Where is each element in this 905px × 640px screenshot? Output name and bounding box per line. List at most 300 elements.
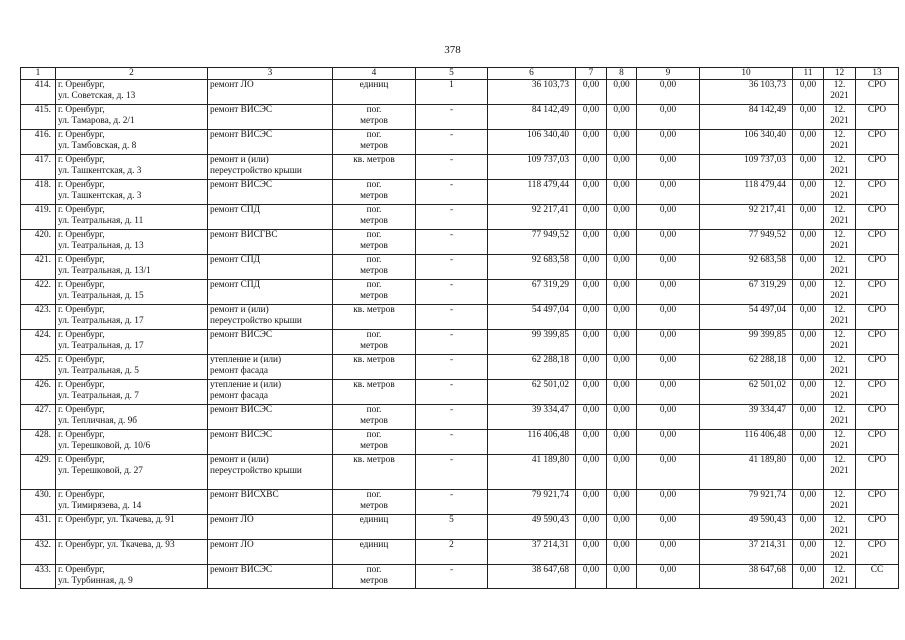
cost-col-7: 0,00 (582, 155, 600, 165)
column-number: 4 (333, 68, 416, 80)
cell-c13 (856, 430, 899, 455)
cell-c7 (576, 380, 607, 405)
cell-c2 (56, 180, 208, 205)
cost-col-9: 0,00 (659, 105, 677, 115)
cell-c7 (576, 305, 607, 330)
deadline-month: 12. (833, 490, 846, 500)
column-number: 11 (793, 68, 824, 80)
cell-c4 (333, 455, 416, 490)
cell-c3 (208, 155, 333, 180)
address-line: г. Оренбург, (58, 205, 105, 215)
cell-c6 (488, 155, 576, 180)
cell-c10 (700, 80, 793, 105)
cell-c5 (416, 405, 488, 430)
table-row (21, 280, 899, 305)
quantity: - (449, 330, 454, 340)
row-number: 425. (34, 355, 51, 365)
column-number: 13 (856, 68, 899, 80)
cell-c10 (700, 305, 793, 330)
cost-col-9: 0,00 (659, 80, 677, 90)
cell-c5 (416, 80, 488, 105)
cost-col-11: 0,00 (799, 255, 817, 265)
total-cost: 77 949,52 (531, 230, 569, 240)
deadline-month: 12. (833, 565, 846, 575)
cell-c13 (856, 490, 899, 515)
cell-c13 (856, 180, 899, 205)
cell-c10 (700, 380, 793, 405)
cell-c6 (488, 490, 576, 515)
unit-line: пог. (366, 205, 382, 215)
cell-c4 (333, 305, 416, 330)
work-type-line: ремонт фасада (210, 366, 269, 376)
address-line: г. Оренбург, (58, 180, 105, 190)
cost-col-8: 0,00 (613, 280, 630, 290)
cost-col-10: 106 340,40 (744, 130, 786, 140)
column-number: 1 (21, 68, 56, 80)
cell-c9 (637, 330, 700, 355)
cell-c13 (856, 80, 899, 105)
cost-col-9: 0,00 (659, 330, 677, 340)
cell-c7 (576, 490, 607, 515)
cost-col-10: 116 406,48 (744, 430, 786, 440)
cell-c4 (333, 405, 416, 430)
cell-c9 (637, 405, 700, 430)
funding-source: СРО (867, 305, 887, 315)
total-cost: 116 406,48 (527, 430, 569, 440)
cell-c12 (824, 130, 856, 155)
unit-line: пог. (366, 130, 382, 140)
deadline-year: 2021 (830, 141, 849, 151)
address-line: г. Оренбург, (58, 80, 105, 90)
quantity: - (449, 230, 454, 240)
cell-c3 (208, 430, 333, 455)
cell-c11 (793, 405, 824, 430)
cell-c4 (333, 255, 416, 280)
work-type-line: ремонт фасада (210, 391, 269, 401)
cell-c10 (700, 515, 793, 540)
cell-c11 (793, 205, 824, 230)
cell-c7 (576, 355, 607, 380)
deadline-year: 2021 (830, 341, 849, 351)
address-line: г. Оренбург, (58, 330, 105, 340)
cell-c3 (208, 330, 333, 355)
cost-col-9: 0,00 (659, 180, 677, 190)
cost-col-8: 0,00 (613, 455, 630, 465)
deadline-year: 2021 (830, 416, 849, 426)
cost-col-10: 99 399,85 (748, 330, 786, 340)
quantity: - (449, 380, 454, 390)
unit-line: метров (360, 576, 388, 586)
unit-line: пог. (366, 255, 382, 265)
deadline-month: 12. (833, 255, 846, 265)
funding-source: СРО (867, 155, 887, 165)
deadline-month: 12. (833, 205, 846, 215)
cell-c4 (333, 540, 416, 565)
column-number: 12 (824, 68, 856, 80)
deadline-year: 2021 (830, 116, 849, 126)
cell-c7 (576, 455, 607, 490)
table-row (21, 205, 899, 230)
cell-c8 (607, 565, 637, 589)
cell-c13 (856, 205, 899, 230)
cost-col-8: 0,00 (613, 540, 630, 550)
cell-c6 (488, 105, 576, 130)
cell-c5 (416, 130, 488, 155)
cell-c3 (208, 355, 333, 380)
cell-c6 (488, 540, 576, 565)
cell-c1 (21, 205, 56, 230)
unit-line: пог. (366, 490, 382, 500)
table-row (21, 305, 899, 330)
work-type-line: переустройство крыши (210, 316, 302, 326)
row-number: 418. (34, 180, 51, 190)
cell-c2 (56, 255, 208, 280)
table-row (21, 155, 899, 180)
column-number: 5 (416, 68, 488, 80)
cell-c12 (824, 490, 856, 515)
funding-source: СРО (867, 455, 887, 465)
total-cost: 62 501,02 (531, 380, 569, 390)
deadline-year: 2021 (830, 291, 849, 301)
cell-c11 (793, 280, 824, 305)
cell-c3 (208, 255, 333, 280)
address-line: ул. Терешковой, д. 10/6 (58, 441, 151, 451)
row-number: 414. (34, 80, 51, 90)
deadline-year: 2021 (830, 191, 849, 201)
cell-c1 (21, 130, 56, 155)
cost-col-11: 0,00 (799, 205, 817, 215)
row-number: 420. (34, 230, 51, 240)
cost-col-11: 0,00 (799, 230, 817, 240)
address-line: г. Оренбург, (58, 355, 105, 365)
work-type-line: ремонт ВИСГВС (210, 230, 278, 240)
total-cost: 38 647,68 (531, 565, 569, 575)
deadline-year: 2021 (830, 166, 849, 176)
cell-c12 (824, 515, 856, 540)
cost-col-11: 0,00 (799, 565, 817, 575)
cell-c1 (21, 490, 56, 515)
cell-c5 (416, 565, 488, 589)
cell-c7 (576, 205, 607, 230)
cost-col-9: 0,00 (659, 380, 677, 390)
cell-c8 (607, 230, 637, 255)
work-plan-table (20, 67, 899, 589)
cell-c5 (416, 380, 488, 405)
address-line: ул. Тимирязева, д. 14 (58, 501, 142, 511)
unit-line: метров (360, 341, 388, 351)
funding-source: СРО (867, 330, 887, 340)
cell-c8 (607, 430, 637, 455)
unit-line: кв. метров (353, 380, 395, 390)
cell-c7 (576, 430, 607, 455)
cost-col-10: 39 334,47 (748, 405, 786, 415)
table-row (21, 380, 899, 405)
cell-c12 (824, 380, 856, 405)
address-line: г. Оренбург, (58, 230, 105, 240)
quantity: - (449, 490, 454, 500)
table-row (21, 540, 899, 565)
cell-c5 (416, 105, 488, 130)
row-number: 427. (34, 405, 51, 415)
work-type-line: ремонт ВИСЭС (210, 565, 273, 575)
cell-c10 (700, 490, 793, 515)
cost-col-11: 0,00 (799, 455, 817, 465)
cell-c11 (793, 430, 824, 455)
cell-c4 (333, 565, 416, 589)
cost-col-10: 36 103,73 (748, 80, 786, 90)
cost-col-9: 0,00 (659, 455, 677, 465)
cell-c13 (856, 305, 899, 330)
address-line: ул. Театральная, д. 15 (58, 291, 144, 301)
cost-col-8: 0,00 (613, 565, 630, 575)
unit-line: метров (360, 266, 388, 276)
cost-col-8: 0,00 (613, 305, 630, 315)
cell-c4 (333, 430, 416, 455)
cell-c12 (824, 565, 856, 589)
unit-line: кв. метров (353, 305, 395, 315)
cell-c2 (56, 490, 208, 515)
cell-c2 (56, 455, 208, 490)
cell-c10 (700, 430, 793, 455)
cell-c11 (793, 255, 824, 280)
cell-c1 (21, 355, 56, 380)
deadline-year: 2021 (830, 576, 849, 586)
cell-c10 (700, 230, 793, 255)
cost-col-8: 0,00 (613, 155, 630, 165)
cell-c2 (56, 105, 208, 130)
column-number: 8 (607, 68, 637, 80)
cost-col-7: 0,00 (582, 230, 600, 240)
cell-c3 (208, 380, 333, 405)
table-row (21, 130, 899, 155)
cell-c4 (333, 105, 416, 130)
address-line: ул. Советская, д. 13 (58, 91, 136, 101)
cost-col-8: 0,00 (613, 490, 630, 500)
funding-source: СРО (867, 380, 887, 390)
deadline-month: 12. (833, 80, 846, 90)
cell-c10 (700, 405, 793, 430)
deadline-month: 12. (833, 515, 846, 525)
quantity: - (449, 455, 454, 465)
unit-line: единиц (359, 515, 389, 525)
cell-c6 (488, 565, 576, 589)
cost-col-9: 0,00 (659, 540, 677, 550)
funding-source: СРО (867, 130, 887, 140)
cell-c3 (208, 455, 333, 490)
table-row (21, 230, 899, 255)
column-number: 10 (700, 68, 793, 80)
table-row (21, 490, 899, 515)
funding-source: СС (870, 565, 884, 575)
cost-col-7: 0,00 (582, 515, 600, 525)
cell-c13 (856, 155, 899, 180)
cell-c12 (824, 405, 856, 430)
cell-c9 (637, 130, 700, 155)
cell-c5 (416, 205, 488, 230)
cost-col-11: 0,00 (799, 330, 817, 340)
cell-c7 (576, 80, 607, 105)
cell-c5 (416, 490, 488, 515)
cell-c11 (793, 330, 824, 355)
column-number-row (21, 68, 899, 80)
cell-c8 (607, 455, 637, 490)
quantity: 5 (449, 515, 454, 525)
row-number: 419. (34, 205, 51, 215)
cell-c2 (56, 405, 208, 430)
cell-c13 (856, 230, 899, 255)
deadline-year: 2021 (830, 316, 849, 326)
cost-col-10: 118 479,44 (744, 180, 786, 190)
unit-line: метров (360, 291, 388, 301)
cell-c5 (416, 280, 488, 305)
funding-source: СРО (867, 180, 887, 190)
address-line: г. Оренбург, (58, 565, 105, 575)
page-number: 378 (444, 44, 461, 56)
address-line: ул. Театральная, д. 7 (58, 391, 139, 401)
cell-c4 (333, 490, 416, 515)
cell-c3 (208, 180, 333, 205)
cell-c11 (793, 155, 824, 180)
cell-c1 (21, 230, 56, 255)
cost-col-9: 0,00 (659, 405, 677, 415)
cell-c8 (607, 130, 637, 155)
cell-c2 (56, 540, 208, 565)
unit-line: метров (360, 141, 388, 151)
cell-c9 (637, 205, 700, 230)
total-cost: 92 683,58 (531, 255, 569, 265)
cell-c3 (208, 540, 333, 565)
cost-col-9: 0,00 (659, 255, 677, 265)
row-number: 432. (34, 540, 51, 550)
cell-c7 (576, 565, 607, 589)
deadline-month: 12. (833, 180, 846, 190)
cost-col-7: 0,00 (582, 490, 600, 500)
work-type-line: переустройство крыши (210, 466, 302, 476)
cell-c6 (488, 205, 576, 230)
cell-c5 (416, 255, 488, 280)
cell-c7 (576, 515, 607, 540)
cell-c9 (637, 255, 700, 280)
cost-col-9: 0,00 (659, 515, 677, 525)
cell-c2 (56, 205, 208, 230)
cell-c3 (208, 105, 333, 130)
cell-c11 (793, 490, 824, 515)
cost-col-10: 77 949,52 (748, 230, 786, 240)
unit-line: метров (360, 216, 388, 226)
table-body (21, 68, 899, 589)
cost-col-7: 0,00 (582, 355, 600, 365)
cell-c2 (56, 155, 208, 180)
table-row (21, 105, 899, 130)
cell-c13 (856, 540, 899, 565)
cell-c3 (208, 280, 333, 305)
cost-col-10: 62 288,18 (748, 355, 786, 365)
cell-c6 (488, 305, 576, 330)
cell-c1 (21, 405, 56, 430)
cost-col-11: 0,00 (799, 155, 817, 165)
cell-c11 (793, 380, 824, 405)
unit-line: пог. (366, 330, 382, 340)
cell-c10 (700, 330, 793, 355)
cell-c2 (56, 80, 208, 105)
cell-c10 (700, 180, 793, 205)
cell-c9 (637, 515, 700, 540)
cell-c3 (208, 130, 333, 155)
address-line: г. Оренбург, (58, 255, 105, 265)
column-number: 7 (576, 68, 607, 80)
cell-c10 (700, 130, 793, 155)
cell-c7 (576, 130, 607, 155)
unit-line: единиц (359, 540, 389, 550)
cost-col-10: 79 921,74 (748, 490, 786, 500)
cell-c9 (637, 455, 700, 490)
total-cost: 37 214,31 (531, 540, 569, 550)
cost-col-11: 0,00 (799, 490, 817, 500)
cost-col-9: 0,00 (659, 230, 677, 240)
cell-c1 (21, 80, 56, 105)
cell-c8 (607, 490, 637, 515)
cost-col-11: 0,00 (799, 305, 817, 315)
cost-col-9: 0,00 (659, 280, 677, 290)
deadline-year: 2021 (830, 551, 849, 561)
cell-c10 (700, 455, 793, 490)
work-type-line: ремонт СПД (210, 255, 260, 265)
cost-col-8: 0,00 (613, 205, 630, 215)
cell-c4 (333, 205, 416, 230)
cell-c12 (824, 180, 856, 205)
unit-line: кв. метров (353, 155, 395, 165)
cost-col-11: 0,00 (799, 280, 817, 290)
deadline-year: 2021 (830, 441, 849, 451)
cell-c8 (607, 330, 637, 355)
cell-c12 (824, 105, 856, 130)
deadline-month: 12. (833, 130, 846, 140)
cost-col-7: 0,00 (582, 565, 600, 575)
cell-c13 (856, 330, 899, 355)
address-line: г. Оренбург, (58, 155, 105, 165)
cell-c8 (607, 280, 637, 305)
cost-col-7: 0,00 (582, 130, 600, 140)
cost-col-11: 0,00 (799, 515, 817, 525)
cell-c3 (208, 305, 333, 330)
unit-line: пог. (366, 180, 382, 190)
cost-col-7: 0,00 (582, 455, 600, 465)
address-line: г. Оренбург, (58, 105, 105, 115)
cost-col-11: 0,00 (799, 180, 817, 190)
cell-c1 (21, 565, 56, 589)
cell-c2 (56, 230, 208, 255)
funding-source: СРО (867, 490, 887, 500)
cell-c3 (208, 490, 333, 515)
cell-c11 (793, 455, 824, 490)
cell-c12 (824, 355, 856, 380)
total-cost: 49 590,43 (531, 515, 569, 525)
row-number: 421. (34, 255, 51, 265)
unit-line: метров (360, 116, 388, 126)
column-number: 9 (637, 68, 700, 80)
cell-c11 (793, 565, 824, 589)
deadline-month: 12. (833, 540, 846, 550)
total-cost: 84 142,49 (531, 105, 569, 115)
cell-c6 (488, 330, 576, 355)
deadline-month: 12. (833, 430, 846, 440)
column-number: 3 (208, 68, 333, 80)
cell-c4 (333, 180, 416, 205)
cost-col-8: 0,00 (613, 230, 630, 240)
cell-c3 (208, 405, 333, 430)
cost-col-8: 0,00 (613, 180, 630, 190)
cell-c4 (333, 380, 416, 405)
